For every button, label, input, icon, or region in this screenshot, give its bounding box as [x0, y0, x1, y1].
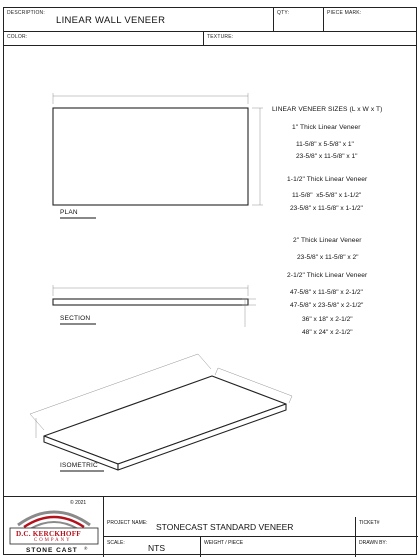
ticket-label: TICKET# [359, 520, 380, 526]
size-item: 11-5/8" x 5-5/8" x 1" [296, 141, 354, 148]
ticket-cell [356, 517, 418, 537]
group-heading: 2-1/2" Thick Linear Veneer [287, 272, 368, 279]
qty-label: QTY: [277, 10, 290, 16]
scale-label: SCALE: [107, 540, 125, 546]
isometric-label: ISOMETRIC [60, 462, 98, 469]
copyright-text: © 2021 [70, 500, 87, 506]
trademark-symbol: ® [84, 546, 88, 551]
weight-cell [201, 537, 356, 557]
group-heading: 1" Thick Linear Veneer [292, 124, 361, 131]
header-row-color [4, 32, 416, 46]
size-item: 23-5/8" x 11-5/8" x 1" [296, 153, 358, 160]
group-heading: 1-1/2" Thick Linear Veneer [287, 176, 368, 183]
size-item: 48" x 24" x 2-1/2" [302, 329, 353, 336]
color-cell [4, 32, 204, 45]
header-row-description [4, 8, 416, 32]
drawing-area [4, 46, 416, 496]
isometric-underline [60, 470, 104, 472]
texture-cell [204, 32, 418, 45]
scale-cell [104, 537, 201, 557]
project-name-value: STONECAST STANDARD VENEER [156, 522, 294, 532]
description-cell [4, 8, 274, 31]
isometric-drawing [30, 354, 292, 470]
description-label: DESCRIPTION: [7, 10, 45, 16]
size-item: 23-5/8" x 11-5/8" x 1-1/2" [290, 205, 363, 212]
section-label: SECTION [60, 315, 91, 322]
section-underline [60, 323, 96, 325]
drawing-sheet [3, 7, 417, 555]
project-name-label: PROJECT NAME: [107, 520, 148, 526]
title-block [4, 496, 416, 556]
piece-mark-label: PIECE MARK: [327, 10, 362, 16]
scale-value: NTS [148, 543, 165, 553]
drawn-by-label: DRAWN BY: [359, 540, 387, 546]
size-item: 11-5/8" x5-5/8" x 1-1/2" [292, 192, 362, 199]
size-item: 47-5/8" x 11-5/8" x 2-1/2" [290, 289, 363, 296]
group-heading: 2" Thick Linear Veneer [293, 237, 362, 244]
plan-drawing [53, 93, 263, 205]
company-logo [4, 497, 104, 557]
size-item: 36" x 18" x 2-1/2" [302, 316, 353, 323]
company-name: D.C. KERCKHOFF [16, 530, 81, 538]
piece-mark-cell [324, 8, 418, 31]
drawing-svg [4, 46, 418, 496]
drawn-by-cell [356, 537, 418, 557]
description-value: LINEAR WALL VENEER [56, 15, 166, 26]
texture-label: TEXTURE: [207, 34, 234, 40]
color-label: COLOR: [7, 34, 28, 40]
size-item: 47-5/8" x 23-5/8" x 2-1/2" [290, 302, 364, 309]
size-item: 23-5/8" x 11-5/8" x 2" [297, 254, 359, 261]
weight-label: WEIGHT / PIECE [204, 540, 244, 546]
company-subname: COMPANY [34, 538, 72, 543]
brand-name: STONE CAST [26, 547, 78, 554]
qty-cell [274, 8, 324, 31]
plan-underline [60, 217, 96, 219]
sizes-title: LINEAR VENEER SIZES (L x W x T) [272, 106, 383, 113]
project-name-cell [104, 517, 356, 537]
plan-label: PLAN [60, 209, 78, 216]
